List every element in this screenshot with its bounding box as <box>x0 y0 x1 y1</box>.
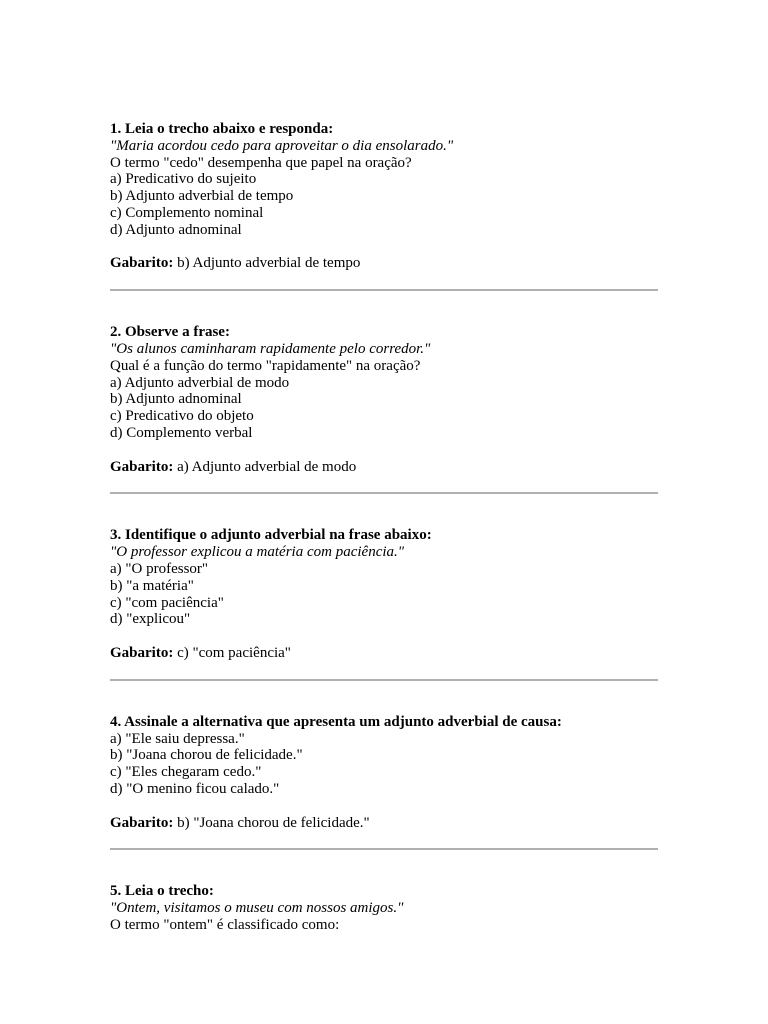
question-quote: "Maria acordou cedo para aproveitar o dia ensolarado." <box>110 137 454 154</box>
answer-key-label: Gabarito: <box>110 644 174 661</box>
answer-key-value: b) Adjunto adverbial de tempo <box>177 255 361 272</box>
answer-key-value: a) Adjunto adverbial de modo <box>177 458 357 475</box>
answer-key <box>110 459 658 476</box>
question-2 <box>110 324 658 475</box>
answer-key-label: Gabarito: <box>110 814 174 831</box>
question-title: 5. Leia o trecho: <box>110 883 214 900</box>
option-d: d) Adjunto adnominal <box>110 221 242 238</box>
answer-key <box>110 645 658 662</box>
option-a: a) "O professor" <box>110 560 209 577</box>
question-prompt: Qual é a função do termo "rapidamente" na oração? <box>110 357 421 374</box>
question-title: 4. Assinale a alternativa que apresenta um adjunto adverbial de causa: <box>110 713 562 730</box>
answer-key-label: Gabarito: <box>110 458 174 475</box>
question-quote: "O professor explicou a matéria com paciência." <box>110 544 405 561</box>
option-c: c) Predicativo do objeto <box>110 408 254 425</box>
question-title: 1. Leia o trecho abaixo e responda: <box>110 121 334 137</box>
question-prompt: O termo "ontem" é classificado como: <box>110 916 340 933</box>
option-d: d) "explicou" <box>110 611 191 628</box>
question-3 <box>110 527 658 661</box>
question-quote: "Ontem, visitamos o museu com nossos amigos." <box>110 900 404 917</box>
option-a: a) "Ele saiu depressa." <box>110 730 245 747</box>
option-d: d) "O menino ficou calado." <box>110 780 280 797</box>
option-c: c) Complemento nominal <box>110 204 264 221</box>
option-b: b) "Joana chorou de felicidade." <box>110 747 303 764</box>
option-c: c) "com paciência" <box>110 594 224 611</box>
question-1 <box>110 121 658 272</box>
option-a: a) Predicativo do sujeito <box>110 171 257 188</box>
option-b: b) Adjunto adnominal <box>110 391 242 408</box>
answer-key-label: Gabarito: <box>110 255 174 272</box>
question-prompt: O termo "cedo" desempenha que papel na oração? <box>110 154 412 171</box>
answer-key <box>110 255 658 272</box>
option-d: d) Complemento verbal <box>110 424 253 441</box>
question-list <box>110 121 658 934</box>
option-a: a) Adjunto adverbial de modo <box>110 374 290 391</box>
question-quote: "Os alunos caminharam rapidamente pelo corredor." <box>110 340 431 357</box>
answer-key-value: c) "com paciência" <box>177 644 291 661</box>
answer-key <box>110 815 658 832</box>
divider <box>110 289 658 291</box>
question-title: 3. Identifique o adjunto adverbial na frase abaixo: <box>110 527 432 544</box>
question-title: 2. Observe a frase: <box>110 324 230 341</box>
answer-key-value: b) "Joana chorou de felicidade." <box>177 814 370 831</box>
option-c: c) "Eles chegaram cedo." <box>110 764 262 781</box>
question-5 <box>110 883 658 933</box>
divider <box>110 848 658 850</box>
option-b: b) "a matéria" <box>110 577 194 594</box>
divider <box>110 492 658 494</box>
option-b: b) Adjunto adverbial de tempo <box>110 188 294 205</box>
divider <box>110 679 658 681</box>
question-4 <box>110 714 658 832</box>
